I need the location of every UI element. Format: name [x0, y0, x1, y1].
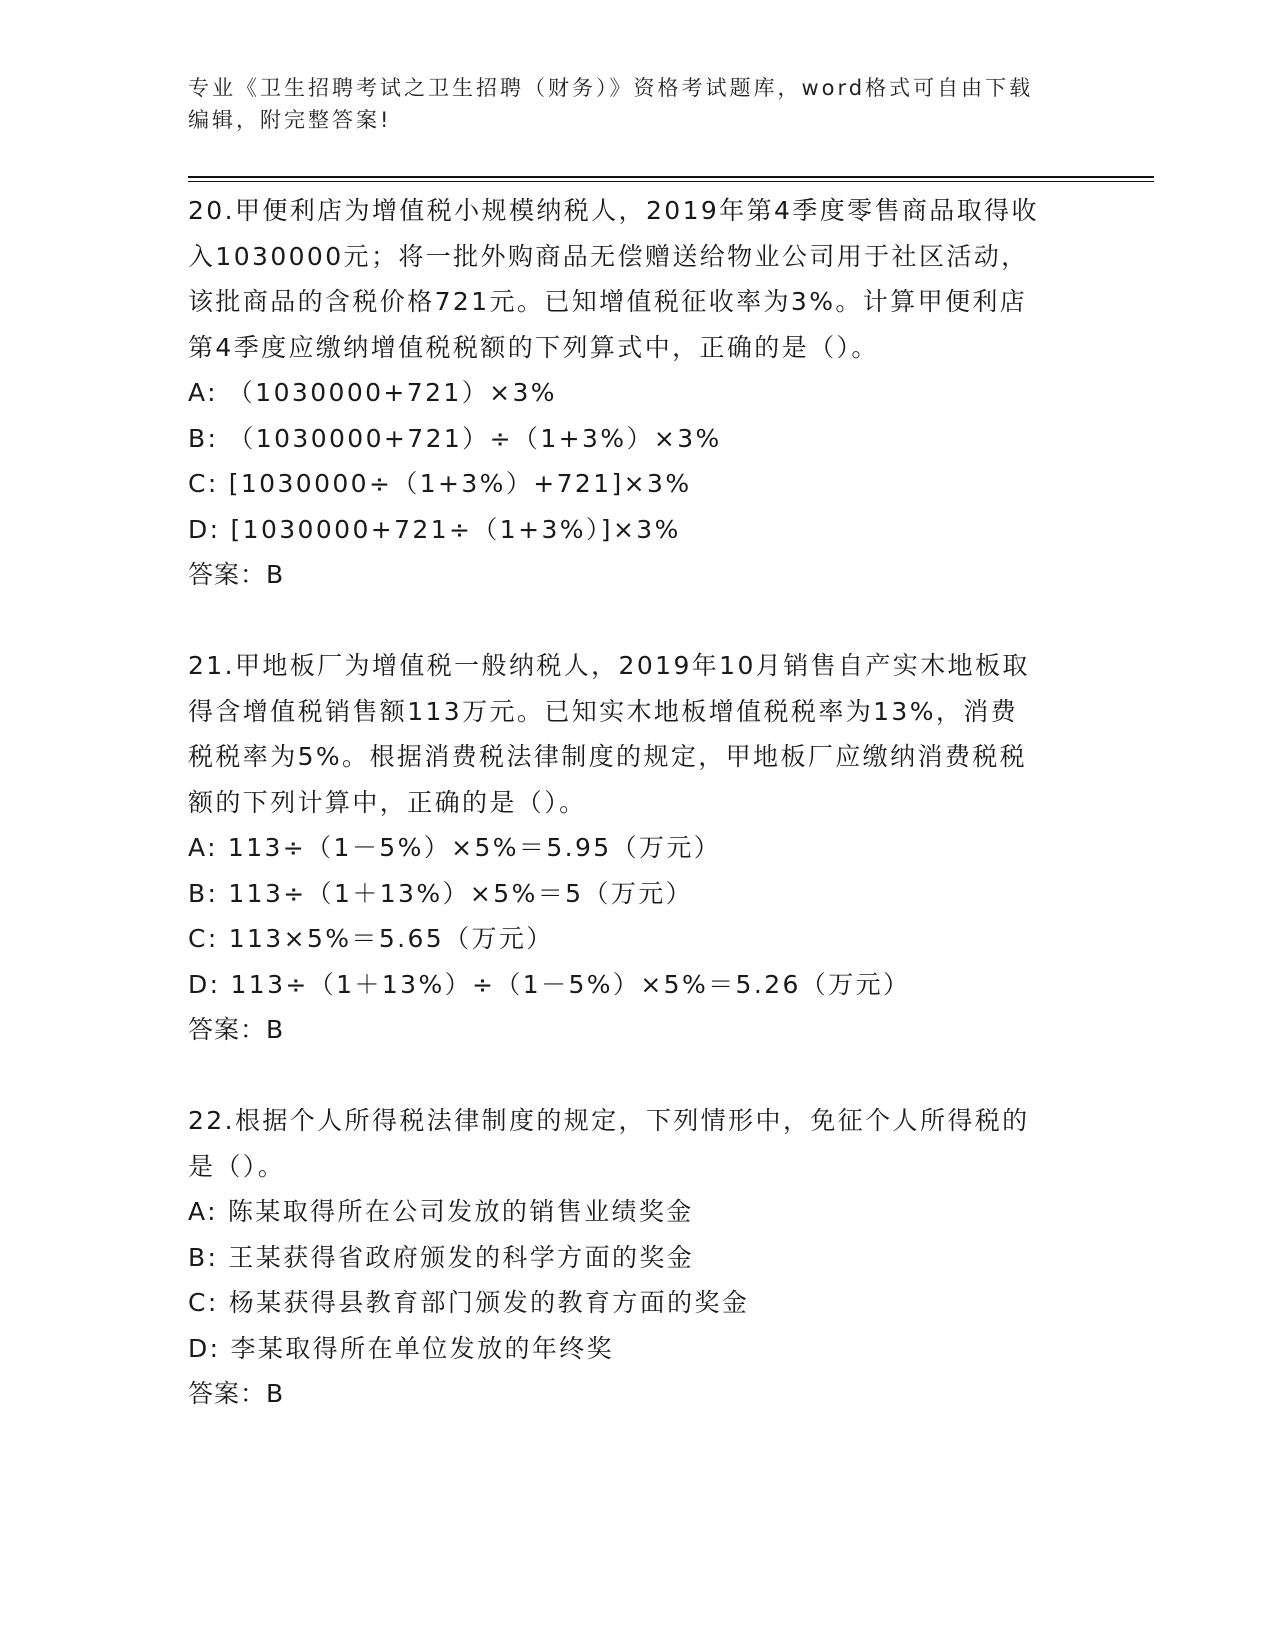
option-key: B:: [188, 878, 219, 908]
header-divider-thick: [188, 176, 1154, 178]
option-text: 113÷（1－5%）×5%＝5.95（万元）: [227, 833, 722, 862]
option-b: [188, 416, 1088, 462]
stem-line: 得含增值税销售额113万元。已知实木地板增值税税率为13%，消费: [188, 696, 1019, 726]
option-c: [188, 916, 1088, 962]
option-text: 李某取得所在单位发放的年终奖: [230, 1333, 615, 1363]
answer-line: 答案：B: [188, 1379, 285, 1408]
option-b: [188, 1235, 1088, 1281]
stem-line: 税税率为5%。根据消费税法律制度的规定，甲地板厂应缴纳消费税税: [188, 742, 1028, 771]
option-key: A:: [188, 833, 218, 862]
option-key: A:: [188, 1197, 218, 1226]
header-divider-thin: [188, 181, 1154, 182]
option-d: [188, 507, 1088, 553]
option-text: 113×5%＝5.65（万元）: [228, 924, 554, 953]
question-21: [188, 643, 1088, 1053]
stem-line: 22.根据个人所得税法律制度的规定，下列情形中，免征个人所得税的: [188, 1106, 1030, 1135]
option-key: C:: [188, 924, 219, 953]
option-key: A:: [188, 378, 218, 407]
question-20: [188, 188, 1088, 598]
option-d: [188, 962, 1088, 1008]
answer-line: 答案：B: [188, 1015, 285, 1044]
option-text: （1030000+721）÷（1+3%）×3%: [228, 423, 722, 453]
stem-line: 21.甲地板厂为增值税一般纳税人，2019年10月销售自产实木地板取: [188, 651, 1030, 680]
option-key: D:: [188, 1333, 221, 1363]
option-text: 杨某获得县教育部门颁发的教育方面的奖金: [228, 1288, 750, 1317]
option-c: [188, 1280, 1088, 1326]
option-key: B:: [188, 1242, 219, 1272]
option-key: D:: [188, 514, 221, 544]
question-22: [188, 1098, 1088, 1417]
option-a: [188, 370, 1088, 416]
option-a: [188, 825, 1088, 871]
option-text: 王某获得省政府颁发的科学方面的奖金: [228, 1242, 695, 1272]
header-line-2: 编辑，附完整答案!: [188, 108, 392, 132]
document-header: [188, 72, 1088, 136]
option-text: 陈某取得所在公司发放的销售业绩奖金: [227, 1197, 694, 1226]
option-a: [188, 1189, 1088, 1235]
stem-line: 是（）。: [188, 1151, 286, 1181]
stem-line: 额的下列计算中，正确的是（）。: [188, 787, 587, 817]
stem-line: 20.甲便利店为增值税小规模纳税人，2019年第4季度零售商品取得收: [188, 196, 1039, 225]
header-line-1: 专业《卫生招聘考试之卫生招聘（财务）》资格考试题库，word格式可自由下载: [188, 76, 1034, 100]
option-c: [188, 461, 1088, 507]
option-d: [188, 1326, 1088, 1372]
option-text: （1030000+721）×3%: [227, 378, 557, 407]
stem-line: 第4季度应缴纳增值税税额的下列算式中，正确的是（）。: [188, 332, 879, 362]
option-text: [1030000+721÷（1+3%）]×3%: [230, 514, 681, 544]
option-key: C:: [188, 1288, 219, 1317]
option-key: B:: [188, 423, 219, 453]
option-key: C:: [188, 469, 219, 498]
question-stem: [188, 643, 1088, 825]
option-b: [188, 871, 1088, 917]
answer-line: 答案：B: [188, 560, 285, 589]
question-stem: [188, 188, 1088, 370]
option-text: 113÷（1＋13%）×5%＝5（万元）: [228, 878, 694, 908]
question-stem: [188, 1098, 1088, 1189]
option-text: [1030000÷（1+3%）+721]×3%: [228, 469, 692, 498]
option-text: 113÷（1＋13%）÷（1－5%）×5%＝5.26（万元）: [230, 969, 911, 999]
stem-line: 该批商品的含税价格721元。已知增值税征收率为3%。计算甲便利店: [188, 287, 1028, 316]
stem-line: 入1030000元；将一批外购商品无偿赠送给物业公司用于社区活动，: [188, 241, 1029, 271]
option-key: D:: [188, 969, 221, 999]
